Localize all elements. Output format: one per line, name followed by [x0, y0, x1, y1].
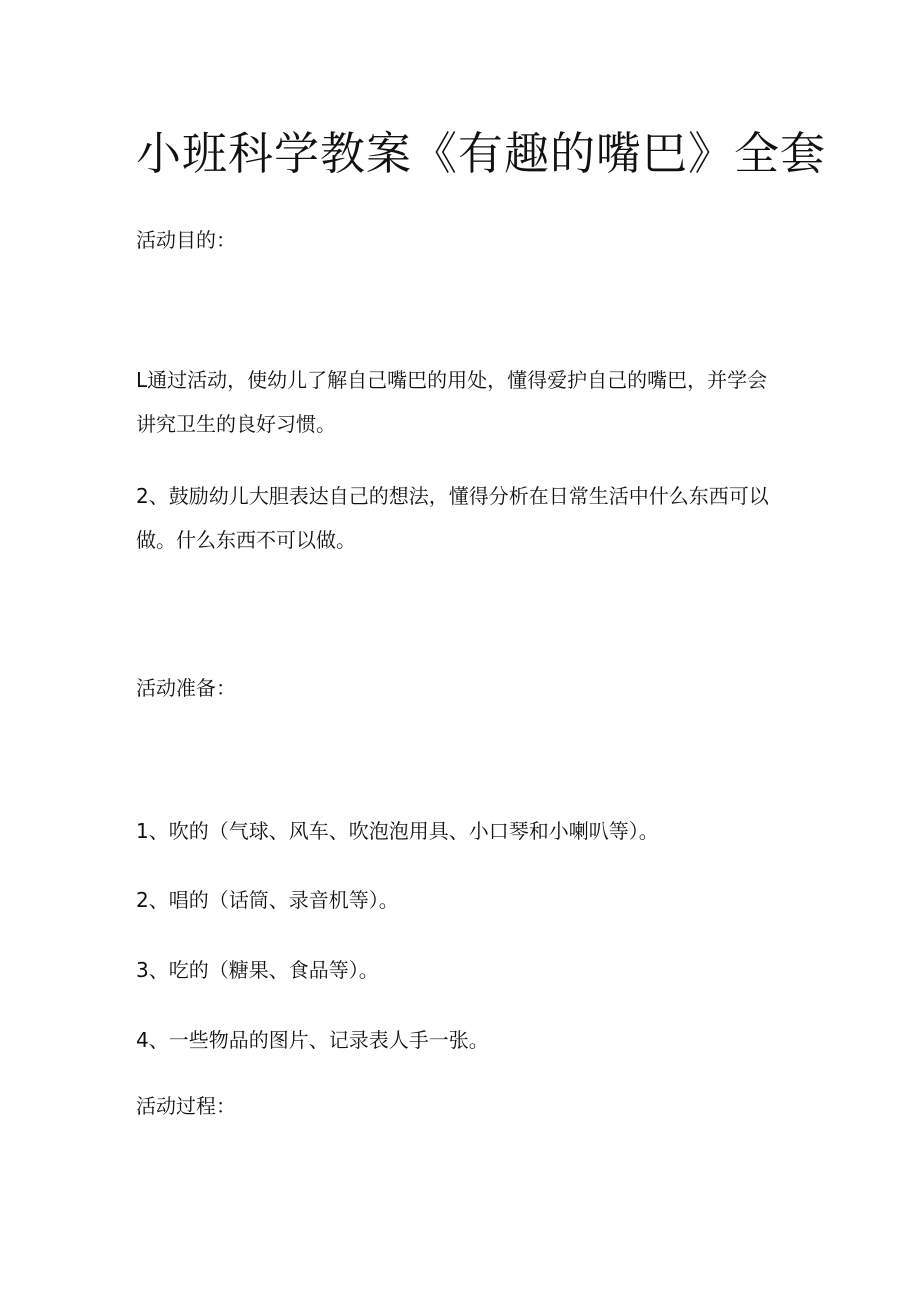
prep-item-1: 1、吹的（气球、风车、吹泡泡用具、小口琴和小喇叭等）。 [136, 819, 659, 843]
goals-heading: 活动目的： [136, 228, 236, 252]
document-title: 小班科学教案《有趣的嘴巴》全套 [136, 127, 827, 180]
prep-item-4: 4、一些物品的图片、记录表人手一张。 [136, 1028, 489, 1052]
prep-heading: 活动准备： [136, 676, 236, 700]
goal-item-2: 2、鼓励幼儿大胆表达自己的想法，懂得分析在日常生活中什么东西可以做。什么东西不可以做。 [136, 484, 769, 552]
goal-item-1: L通过活动，使幼儿了解自己嘴巴的用处，懂得爱护自己的嘴巴，并学会讲究卫生的良好习惯。 [136, 368, 768, 436]
prep-item-2: 2、唱的（话筒、录音机等）。 [136, 888, 399, 912]
prep-item-3: 3、吃的（糖果、食品等）。 [136, 958, 379, 982]
process-heading: 活动过程： [136, 1094, 236, 1118]
